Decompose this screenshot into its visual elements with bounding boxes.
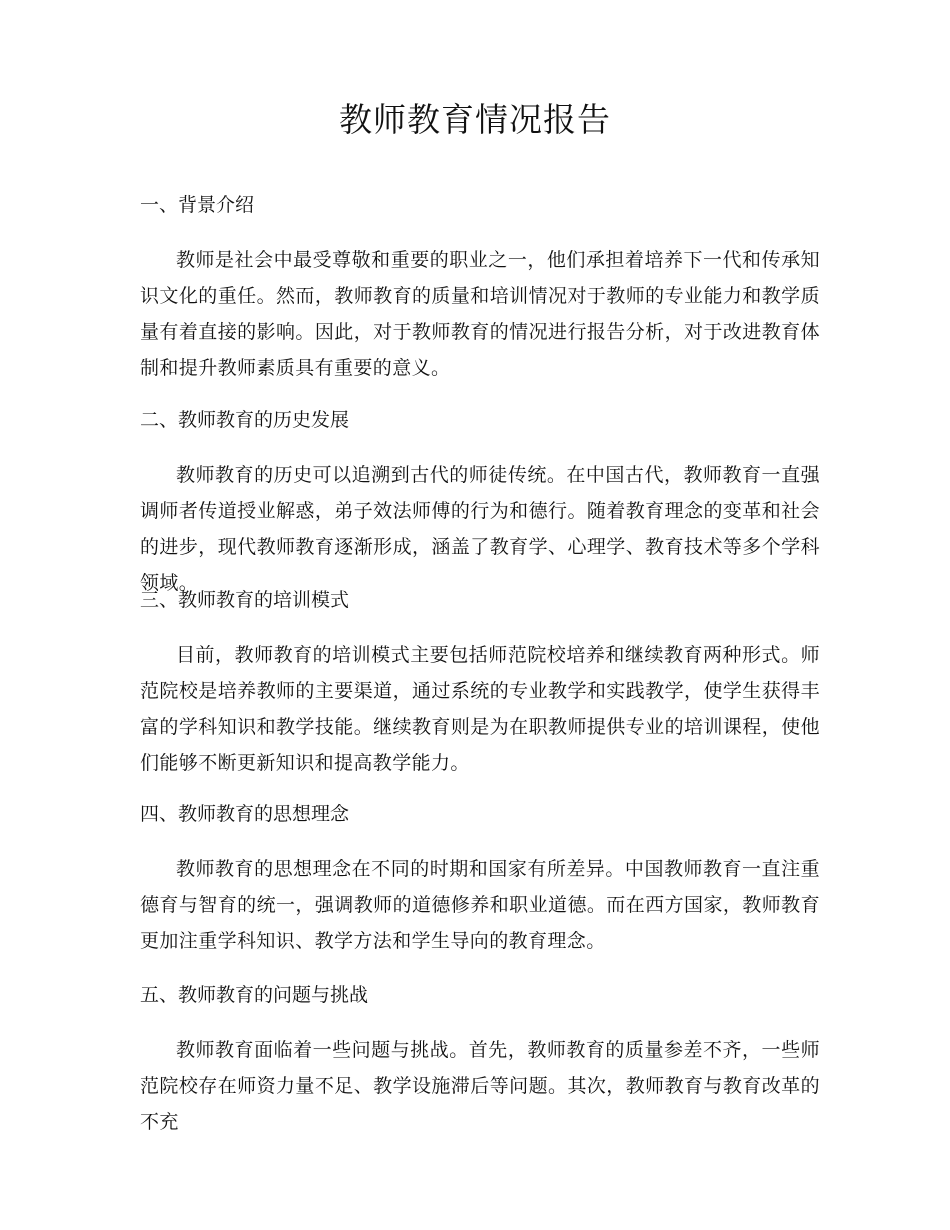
section-body-philosophy: 教师教育的思想理念在不同的时期和国家有所差异。中国教师教育一直注重德育与智育的统一，强调教师的道德修养和职业道德。而在西方国家，教师教育更加注重学科知识、教学方法和学生导向的教育理念。 (140, 858, 820, 952)
section-body-background: 教师是社会中最受尊敬和重要的职业之一，他们承担着培养下一代和传承知识文化的重任。然而，教师教育的质量和培训情况对于教师的专业能力和教学质量有着直接的影响。因此，对于教师教育的情况进行报告分析，对于改进教育体制和提升教师素质具有重要的意义。 (140, 249, 820, 379)
section-heading-problems: 五、教师教育的问题与挑战 (140, 984, 369, 1006)
section-heading-philosophy: 四、教师教育的思想理念 (140, 803, 350, 825)
section-heading-background: 一、背景介绍 (140, 194, 255, 216)
section-heading-history: 二、教师教育的历史发展 (140, 409, 350, 431)
section-body-problems: 教师教育面临着一些问题与挑战。首先，教师教育的质量参差不齐，一些师范院校存在师资力量不足、教学设施滞后等问题。其次，教师教育与教育改革的不充 (140, 1039, 820, 1133)
section-body-training-model: 目前，教师教育的培训模式主要包括师范院校培养和继续教育两种形式。师范院校是培养教师的主要渠道，通过系统的专业教学和实践教学，使学生获得丰富的学科知识和教学技能。继续教育则是为在职教师提供专业的培训课程，使他们能够不断更新知识和提高教学能力。 (140, 644, 820, 774)
section-heading-training-model: 三、教师教育的培训模式 (140, 589, 350, 611)
section-body-history: 教师教育的历史可以追溯到古代的师徒传统。在中国古代，教师教育一直强调师者传道授业解惑，弟子效法师傅的行为和德行。随着教育理念的变革和社会的进步，现代教师教育逐渐形成，涵盖了教育学、心理学、教育技术等多个学科领域。 (140, 464, 820, 594)
document-title: 教师教育情况报告 (339, 100, 611, 139)
